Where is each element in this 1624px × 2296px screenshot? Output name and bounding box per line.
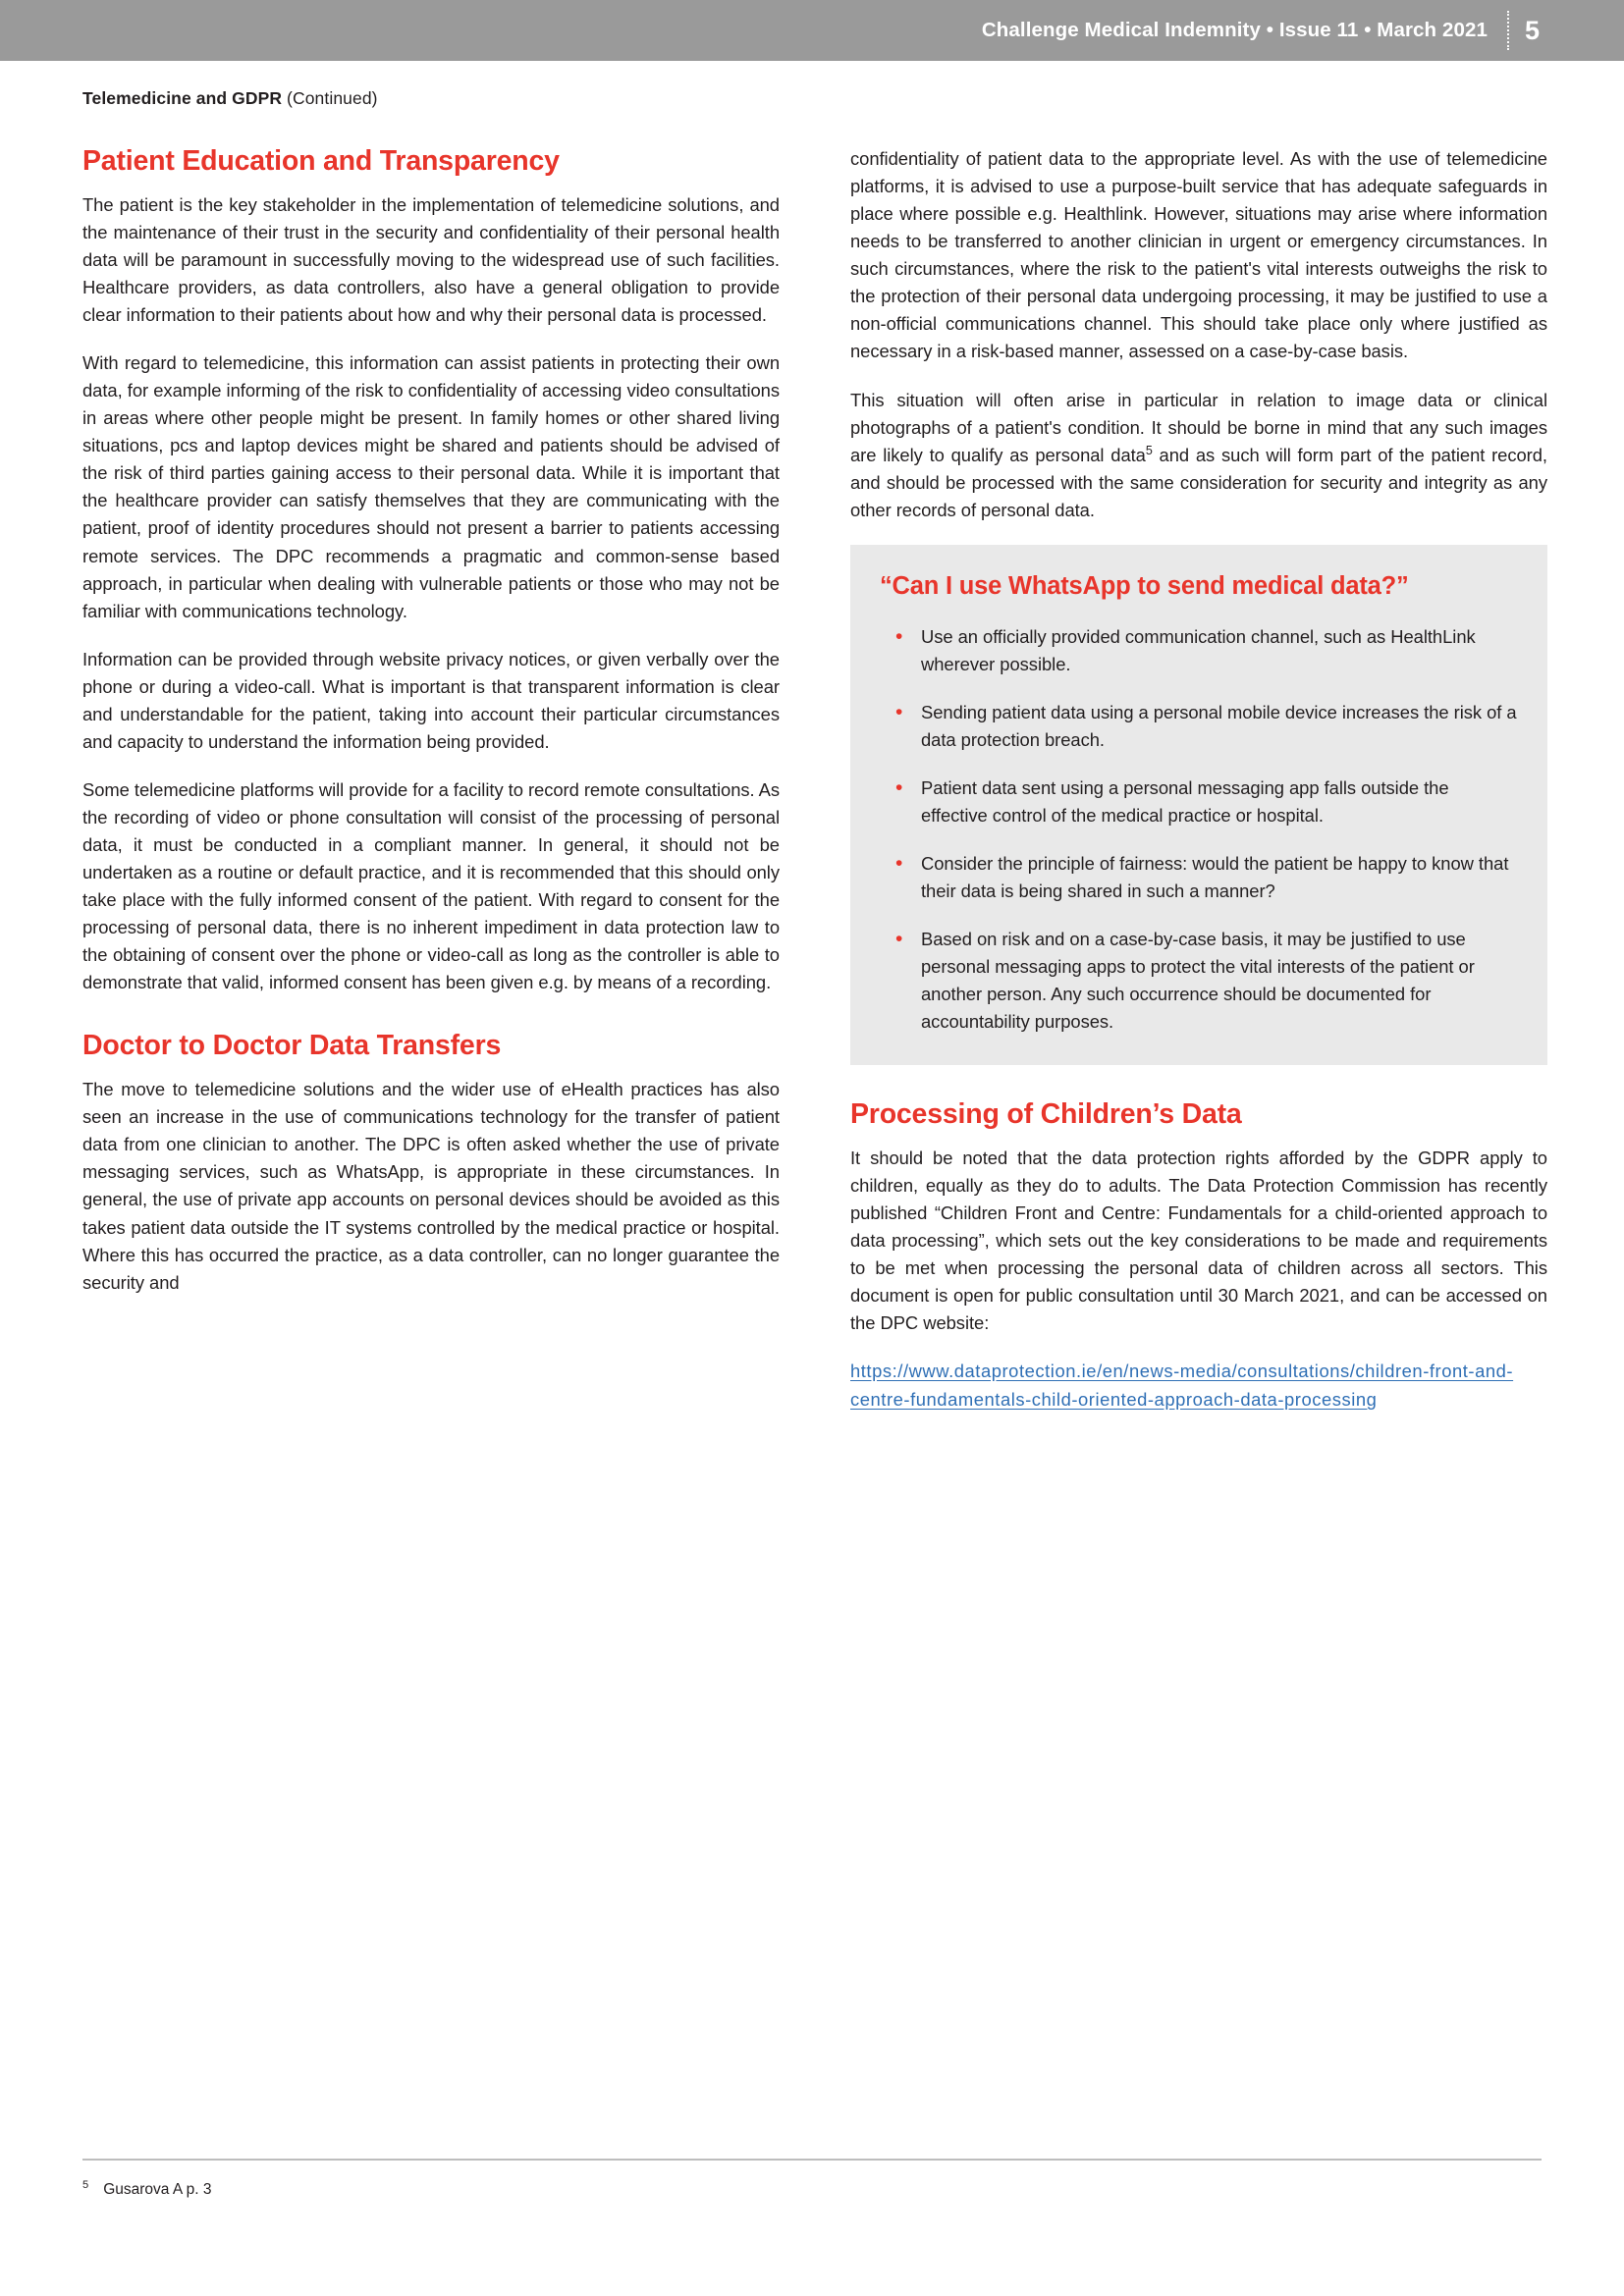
paragraph-with-footnote bbox=[850, 387, 1547, 524]
footnote-text: Gusarova A p. 3 bbox=[103, 2181, 212, 2198]
footnote bbox=[82, 2178, 212, 2199]
list-item-text: Use an officially provided communication channel, such as HealthLink wherever possible. bbox=[921, 626, 1476, 675]
callout-heading: “Can I use WhatsApp to send medical data?” bbox=[880, 571, 1409, 600]
paragraph: The move to telemedicine solutions and the wider use of eHealth practices has also seen an increase in the use of communications technology for the transfer of patient data from one clinician to another. The DPC is often asked whether the use of private messaging services, such as WhatsApp, is appropriate in these circumstances. In general, the use of private app accounts on personal devices should be avoided as this takes patient data outside the IT systems controlled by the medical practice or hospital. Where this has occurred the practice, as a data controller, can no longer guarantee the security and bbox=[82, 1079, 780, 1293]
list-item bbox=[880, 623, 1518, 678]
bullet-icon: • bbox=[895, 776, 903, 800]
callout-list bbox=[880, 623, 1518, 1036]
dpc-website-link[interactable] bbox=[850, 1358, 1547, 1414]
paragraph: It should be noted that the data protection rights afforded by the GDPR apply to children, equally as they do to adults. The Data Protection Commission has recently published “Children Front and Centre: Fundamentals for a child-oriented approach to data processing”, which sets out the key considerations to be made and requirements to be met when processing the personal data of children across all sectors. This document is open for public consultation until 30 March 2021, and can be accessed on the DPC website: bbox=[850, 1147, 1547, 1334]
header-content bbox=[982, 0, 1540, 61]
footnote-marker: 5 bbox=[82, 2178, 89, 2191]
list-item bbox=[880, 926, 1518, 1036]
bullet-icon: • bbox=[895, 701, 903, 724]
paragraph-text-after-footnote: and as such will form part of the patient record, and should be processed with the same consideration for security and integrity as any other records of personal data. bbox=[850, 444, 1547, 520]
header-publication bbox=[982, 19, 1488, 42]
page-number: 5 bbox=[1524, 15, 1540, 45]
bullet-icon: • bbox=[895, 625, 903, 649]
section-title-doctor-to-doctor: Doctor to Doctor Data Transfers bbox=[82, 1030, 502, 1062]
header-issue: Issue 11 • March 2021 bbox=[1278, 19, 1488, 41]
bullet-icon: • bbox=[895, 928, 903, 951]
section-title-childrens-data: Processing of Children’s Data bbox=[850, 1098, 1242, 1131]
running-head-title: Telemedicine and GDPR bbox=[82, 88, 283, 108]
list-item bbox=[880, 699, 1518, 754]
page-header-bar bbox=[0, 0, 1624, 61]
footer-divider bbox=[82, 2159, 1542, 2161]
header-divider bbox=[1507, 11, 1509, 50]
list-item bbox=[880, 774, 1518, 829]
paragraph: With regard to telemedicine, this information can assist patients in protecting their own data, for example informing of the risk to confidentiality of accessing video consultations in areas where other people might be present. In family homes or other shared living situations, pcs and laptop devices might be shared and patients should be advised of the risk of third parties gaining access to their personal data. While it is important that the healthcare provider can satisfy themselves that they are communicating with the patient, proof of identity procedures should not present a barrier to patients accessing remote services. The DPC recommends a pragmatic and common-sense based approach, in particular when dealing with vulnerable patients or those who may not be familiar with communications technology. bbox=[82, 352, 780, 621]
running-head bbox=[82, 88, 378, 109]
callout-box-whatsapp bbox=[850, 545, 1547, 1065]
section-title-patient-education: Patient Education and Transparency bbox=[82, 145, 560, 177]
bullet-icon: • bbox=[895, 852, 903, 876]
footnote-reference: 5 bbox=[1145, 443, 1153, 457]
paragraph: confidentiality of patient data to the appropriate level. As with the use of telemedicine platforms, it is advised to use a purpose-built service that has adequate safeguards in place where possible e.g. Healthlink. However, situations may arise where information needs to be transferred to another clinician in urgent or emergency circumstances. In such circumstances, where the risk to the patient's vital interests outweighs the risk to the protection of their personal data undergoing processing, it may be justified to use a non-official communications channel. This should take place only where justified as necessary in a risk-based manner, assessed on a case-by-case basis. bbox=[850, 148, 1547, 362]
paragraph-text-before-footnote: This situation will often arise in particular in relation to image data or clinical photographs of a patient's condition. It should be borne in mind that any such images are likely to qualify as personal data bbox=[850, 389, 1547, 465]
list-item bbox=[880, 850, 1518, 905]
list-item-text: Sending patient data using a personal mobile device increases the risk of a data protection breach. bbox=[921, 702, 1517, 751]
right-column bbox=[850, 145, 1547, 1414]
paragraph: Information can be provided through website privacy notices, or given verbally over the phone or during a video-call. What is important is that transparent information is clear and understandable for the patient, taking into account their particular circumstances and capacity to understand the information being provided. bbox=[82, 648, 780, 752]
list-item-text: Based on risk and on a case-by-case basis, it may be justified to use personal messaging apps to protect the vital interests of the patient or another person. Any such occurrence should be documented for accountability purposes. bbox=[921, 929, 1475, 1033]
header-dot-separator: • bbox=[1266, 19, 1274, 41]
list-item-text: Patient data sent using a personal messaging app falls outside the effective control of the medical practice or hospital. bbox=[921, 777, 1449, 827]
running-head-continued: (Continued) bbox=[287, 88, 378, 108]
header-publication-title: Challenge Medical Indemnity bbox=[981, 19, 1261, 41]
dpc-website-link-anchor[interactable]: https://www.dataprotection.ie/en/news-media/consultations/children-front-and-centre-fundamentals-child-oriented-approach-data-processing bbox=[850, 1361, 1514, 1410]
left-column bbox=[82, 145, 780, 1297]
paragraph: Some telemedicine platforms will provide for a facility to record remote consultations. As the recording of video or phone consultation will consist of the processing of personal data, it must be conducted in a compliant manner. In general, it should not be undertaken as a routine or default practice, and it is recommended that this should only take place with the fully informed consent of the patient. With regard to consent for the processing of personal data, there is no inherent impediment in data protection law to the obtaining of consent over the phone or video-call as long as the controller is able to demonstrate that valid, informed consent has been given e.g. by means of a recording. bbox=[82, 778, 780, 993]
paragraph: The patient is the key stakeholder in the implementation of telemedicine solutions, and the maintenance of their trust in the security and confidentiality of their personal health data will be paramount in successfully moving to the widespread use of such facilities. Healthcare providers, as data controllers, also have a general obligation to provide clear information to their patients about how and why their personal data is processed. bbox=[82, 193, 780, 326]
list-item-text: Consider the principle of fairness: would the patient be happy to know that their data is being shared in such a manner? bbox=[921, 853, 1509, 902]
